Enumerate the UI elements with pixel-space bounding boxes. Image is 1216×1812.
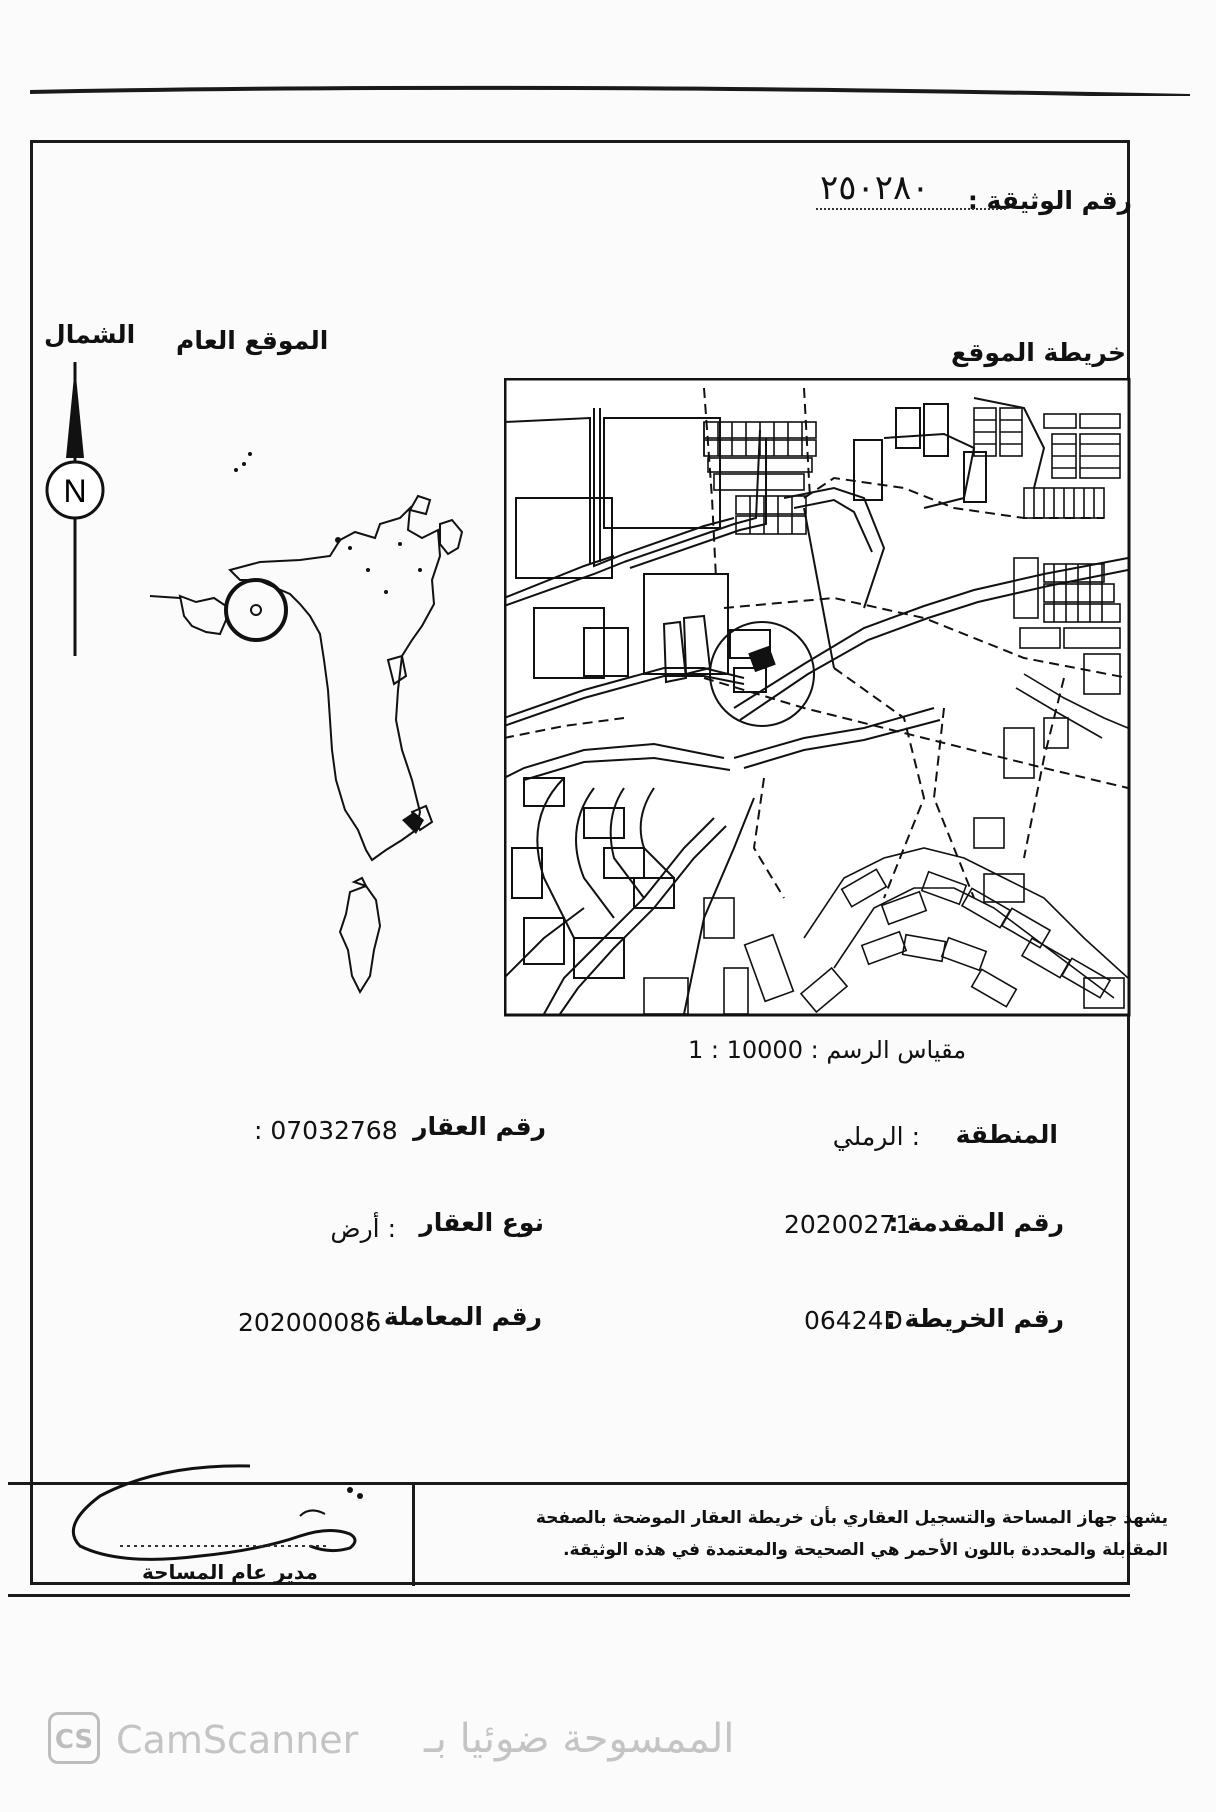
north-arrow-icon [42, 362, 108, 662]
application-number-value: 20200271 [784, 1210, 912, 1239]
camscanner-arabic-text: الممسوحة ضوئيا بـ [424, 1716, 735, 1762]
signature-image [60, 1456, 380, 1566]
property-type-value: : أرض [330, 1214, 396, 1243]
camscanner-logo-icon: CS [48, 1712, 100, 1764]
attest-box [412, 1482, 1133, 1586]
footer-bottom-border [8, 1594, 1130, 1597]
site-map-label: خريطة الموقع [950, 338, 1126, 367]
general-location-map [140, 420, 470, 1020]
map-number-label: رقم الخريطة : [885, 1304, 1064, 1333]
transaction-number-value: 202000086 [238, 1308, 382, 1337]
attest-line-2: المقابلة والمحددة باللون الأحمر هي الصحيحة والمعتمدة في هذه الوثيقة. [563, 1540, 1168, 1560]
camscanner-brand-text: CamScanner [116, 1718, 359, 1762]
north-letter: N [63, 473, 87, 509]
area-label: المنطقة [955, 1120, 1058, 1149]
site-map [504, 378, 1132, 1018]
property-number-value: : 07032768 [254, 1116, 398, 1145]
property-type-label: نوع العقار [419, 1208, 544, 1237]
map-number-value: 06424D [804, 1306, 903, 1335]
doc-number-label: رقم الوثيقة : [967, 186, 1132, 215]
general-location-label: الموقع العام [176, 326, 329, 355]
attest-line-1: يشهد جهاز المساحة والتسجيل العقاري بأن خريطة العقار الموضحة بالصفحة [535, 1508, 1168, 1528]
scan-edge-line [30, 84, 1190, 96]
scale-text: مقياس الرسم : 10000 : 1 [688, 1036, 967, 1064]
doc-number-value: ٢٥٠٢٨٠ [820, 168, 930, 208]
property-number-label: رقم العقار [413, 1112, 546, 1141]
director-label: مدير عام المساحة [142, 1560, 318, 1584]
application-number-label: رقم المقدمة : [888, 1208, 1064, 1237]
north-label: الشمال [44, 320, 136, 349]
transaction-number-label: رقم المعاملة : [365, 1302, 542, 1331]
doc-number-dotted-line [816, 208, 1006, 210]
area-value: : الرملي [832, 1122, 920, 1151]
